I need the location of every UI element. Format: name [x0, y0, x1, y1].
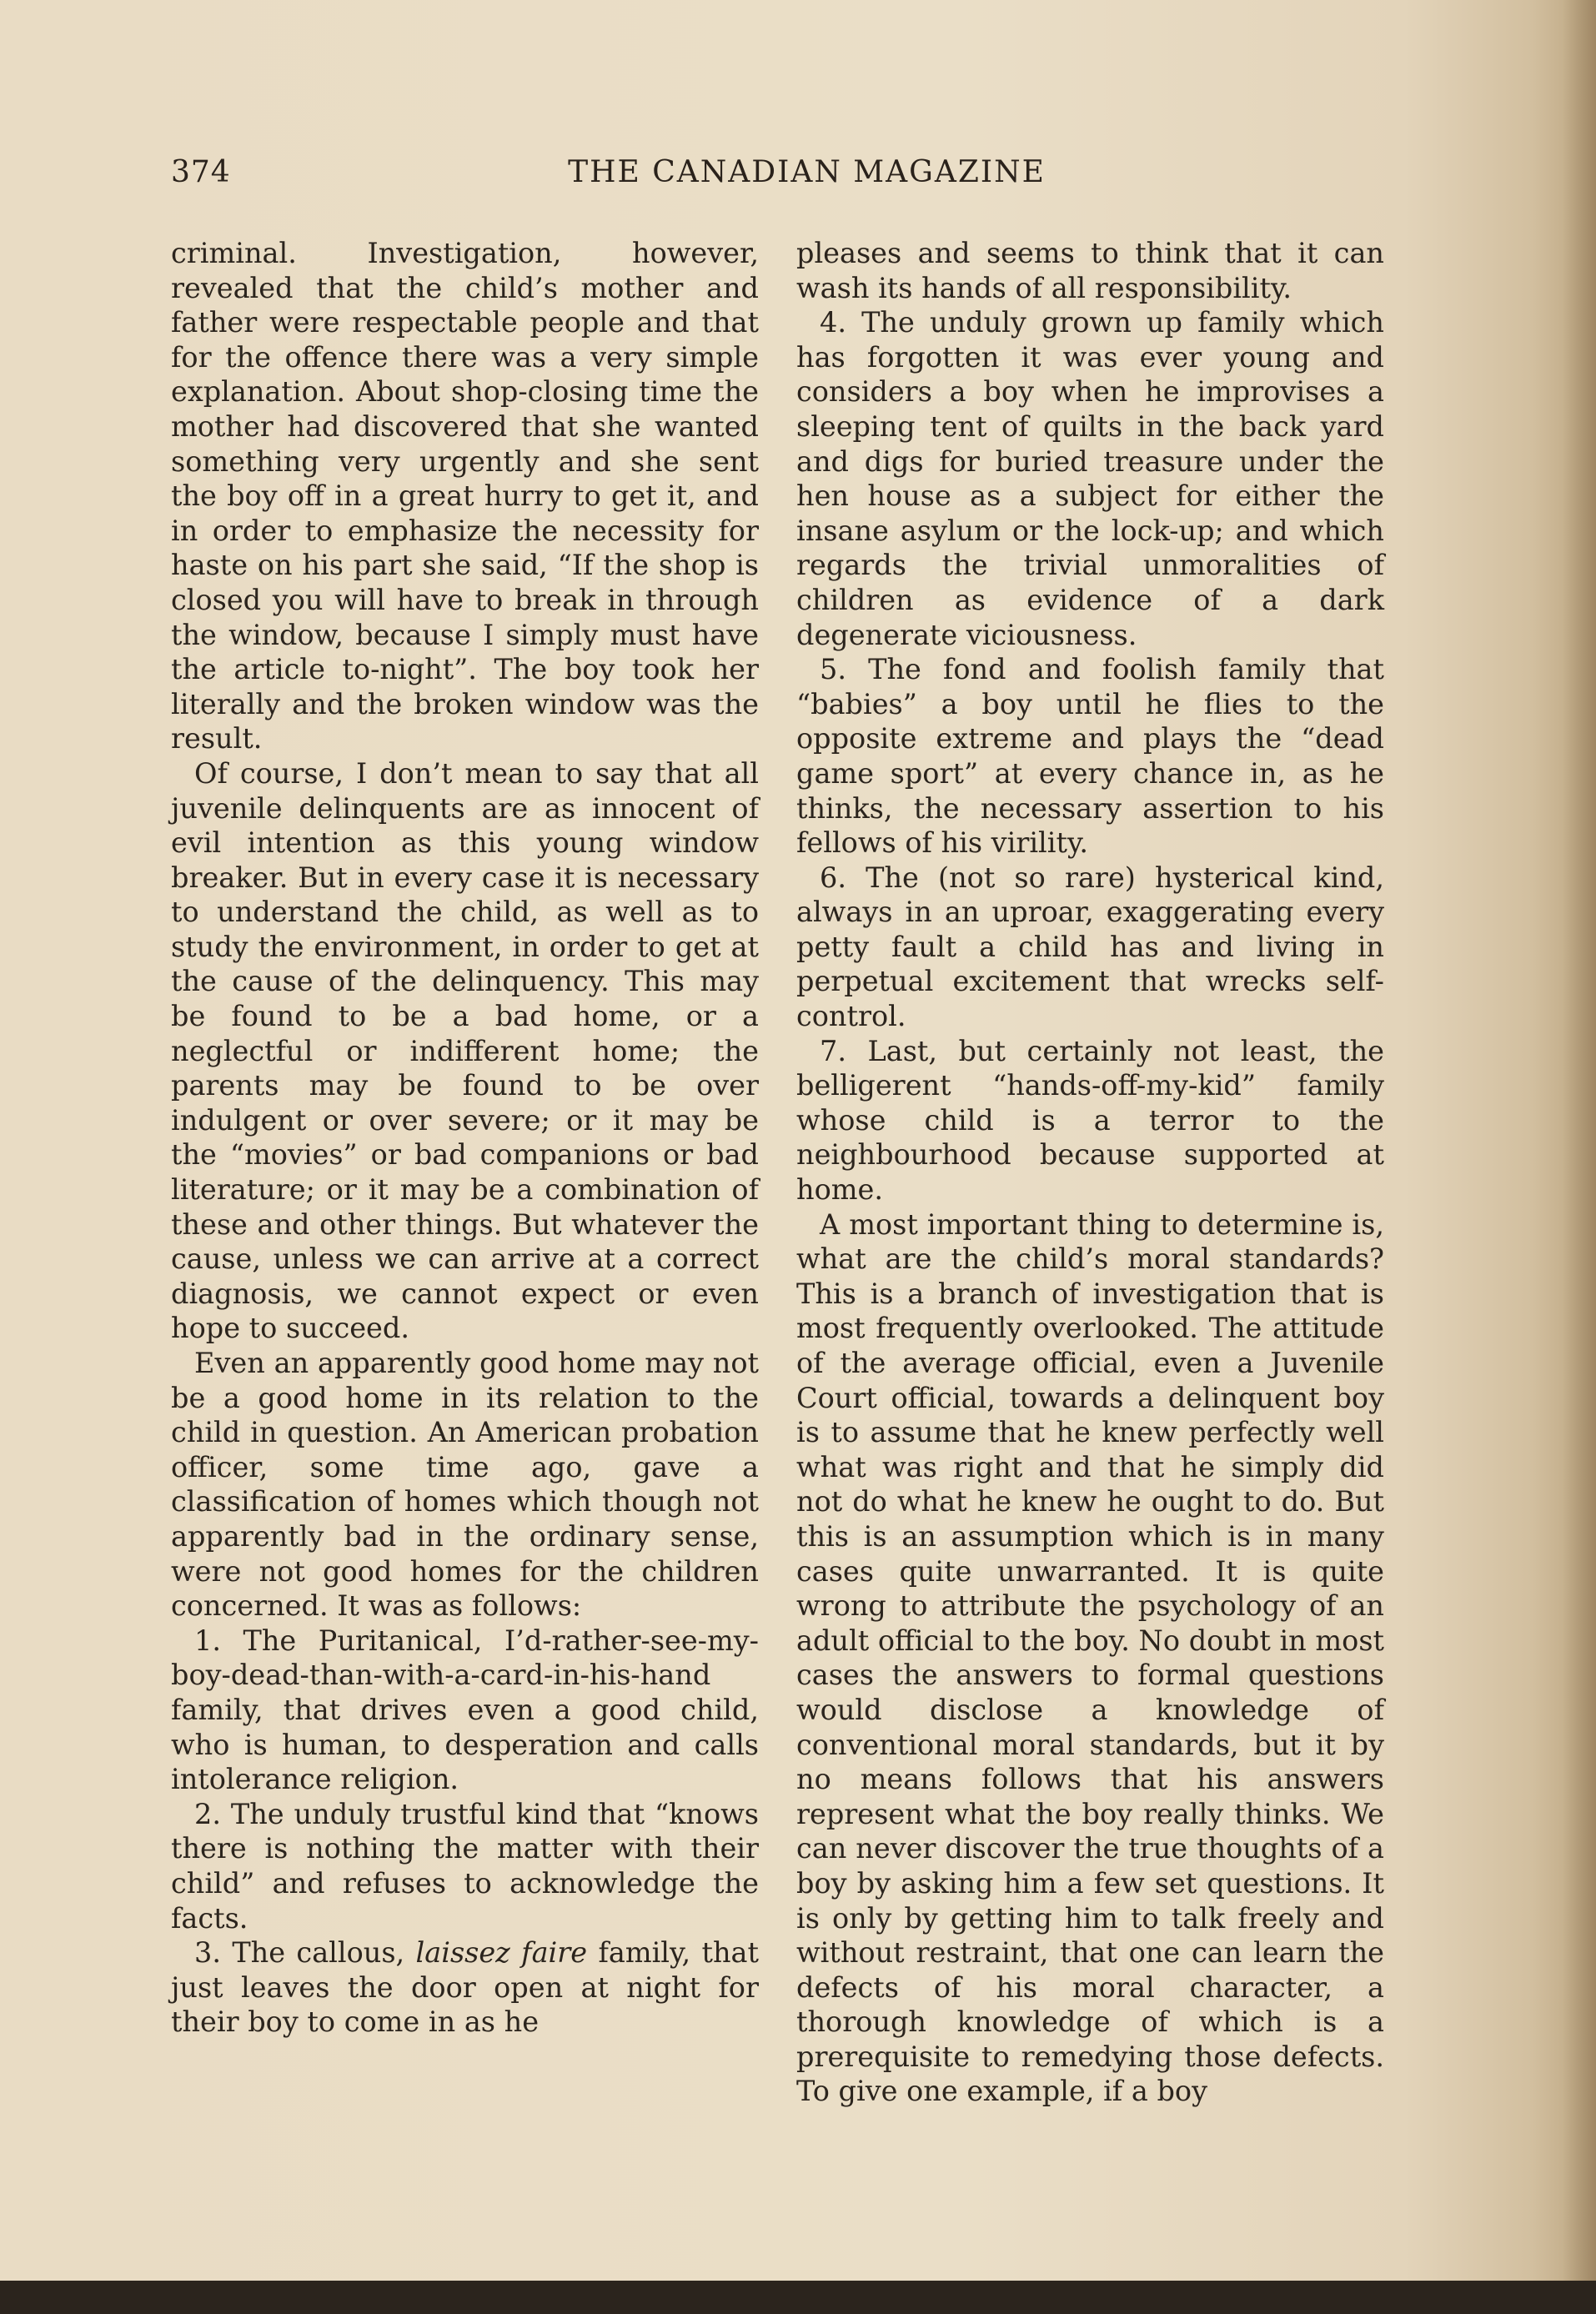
paragraph: A most important thing to determine is, what are the child’s moral standards? This is a branch of investigation that is most frequently overlooked. The attitude of the average official, even a Juvenile Court official, towards a delinquent boy is to assume that he knew perfectly well what was right and that he simply did not do what he knew he ought to do. But this is an assumption which is in many cases quite unwarranted. It is quite wrong to attribute the psychology of an adult official to the boy. No doubt in most cases the answers to formal questions would disclose a knowledge of conventional moral standards, but it by no means follows that his answers represent what the boy really thinks. We can never discover the true thoughts of a boy by asking him a few set questions. It is only by getting him to talk freely and without restraint, that one can learn the defects of his moral character, a thorough knowledge of which is a prerequisite to remedying those defects. To give one example, if a boy: [796, 1207, 1384, 2108]
page-header: [171, 155, 1384, 197]
text-run: 3. The callous,: [194, 1936, 416, 1970]
italic-phrase: laissez faire: [415, 1936, 588, 1970]
list-item: 7. Last, but certainly not least, the belligerent “hands-off-my-kid” family whose child is a terror to the neighbourhood because supported at home.: [796, 1034, 1384, 1207]
list-item: 5. The fond and foolish family that “babies” a boy until he flies to the opposite extreme and plays the “dead game sport” at every chance in, as he thinks, the necessary assertion to his fellows of his virility.: [796, 653, 1384, 860]
scan-bottom-edge: [0, 2281, 1596, 2314]
paragraph: pleases and seems to think that it can wash its hands of all responsibility.: [796, 237, 1384, 304]
paragraph: Of course, I don’t mean to say that all juvenile delinquents are as innocent of evil intention as this young window breaker. But in every case it is necessary to understand the child, as well as to study the environment, in order to get at the cause of the delinquency. This may be found to be a bad home, or a neglectful or indifferent home; the parents may be found to be over indulgent or over severe; or it may be the “movies” or bad companions or bad literature; or it may be a combination of these and other things. But whatever the cause, unless we can arrive at a correct diagnosis, we cannot expect or even hope to succeed.: [171, 756, 759, 1345]
list-item: 4. The unduly grown up family which has forgotten it was ever young and considers a boy when he improvises a sleeping tent of quilts in the back yard and digs for buried treasure under the hen house as a subject for either the insane asylum or the lock-up; and which regards the trivial unmoralities of children as evidence of a dark degenerate viciousness.: [796, 306, 1384, 651]
running-title: THE CANADIAN MAGAZINE: [568, 155, 1046, 189]
list-item: 1. The Puritanical, I’d-rather-see-my-boy-dead-than-with-a-card-in-his-hand family, that drives even a good child, who is human, to desperation and calls intolerance religion.: [171, 1624, 759, 1796]
left-column: [171, 236, 759, 2040]
page-number: 374: [171, 155, 231, 189]
text-run: family, that just leaves the door open at night for their boy to come in as he: [171, 1936, 759, 2039]
page-gutter-shadow: [1563, 0, 1596, 2281]
paragraph: Even an apparently good home may not be a good home in its relation to the child in question. An American probation officer, some time ago, gave a classification of homes which though not apparently bad in the ordinary sense, were not good homes for the children concerned. It was as follows:: [171, 1347, 759, 1623]
list-item: 2. The unduly trustful kind that “knows there is nothing the matter with their child” and refuses to acknowledge the facts.: [171, 1797, 759, 1935]
list-item: [171, 1935, 759, 2040]
right-column: [796, 236, 1384, 2109]
list-item: 6. The (not so rare) hysterical kind, always in an uproar, exaggerating every petty fault a child has and living in perpetual excitement that wrecks self-control.: [796, 861, 1384, 1033]
paragraph: criminal. Investigation, however, revealed that the child’s mother and father were respectable people and that for the offence there was a very simple explanation. About shop-closing time the mother had discovered that she wanted something very urgently and she sent the boy off in a great hurry to get it, and in order to emphasize the necessity for haste on his part she said, “If the shop is closed you will have to break in through the window, because I simply must have the article to-night”. The boy took her literally and the broken window was the result.: [171, 237, 759, 755]
